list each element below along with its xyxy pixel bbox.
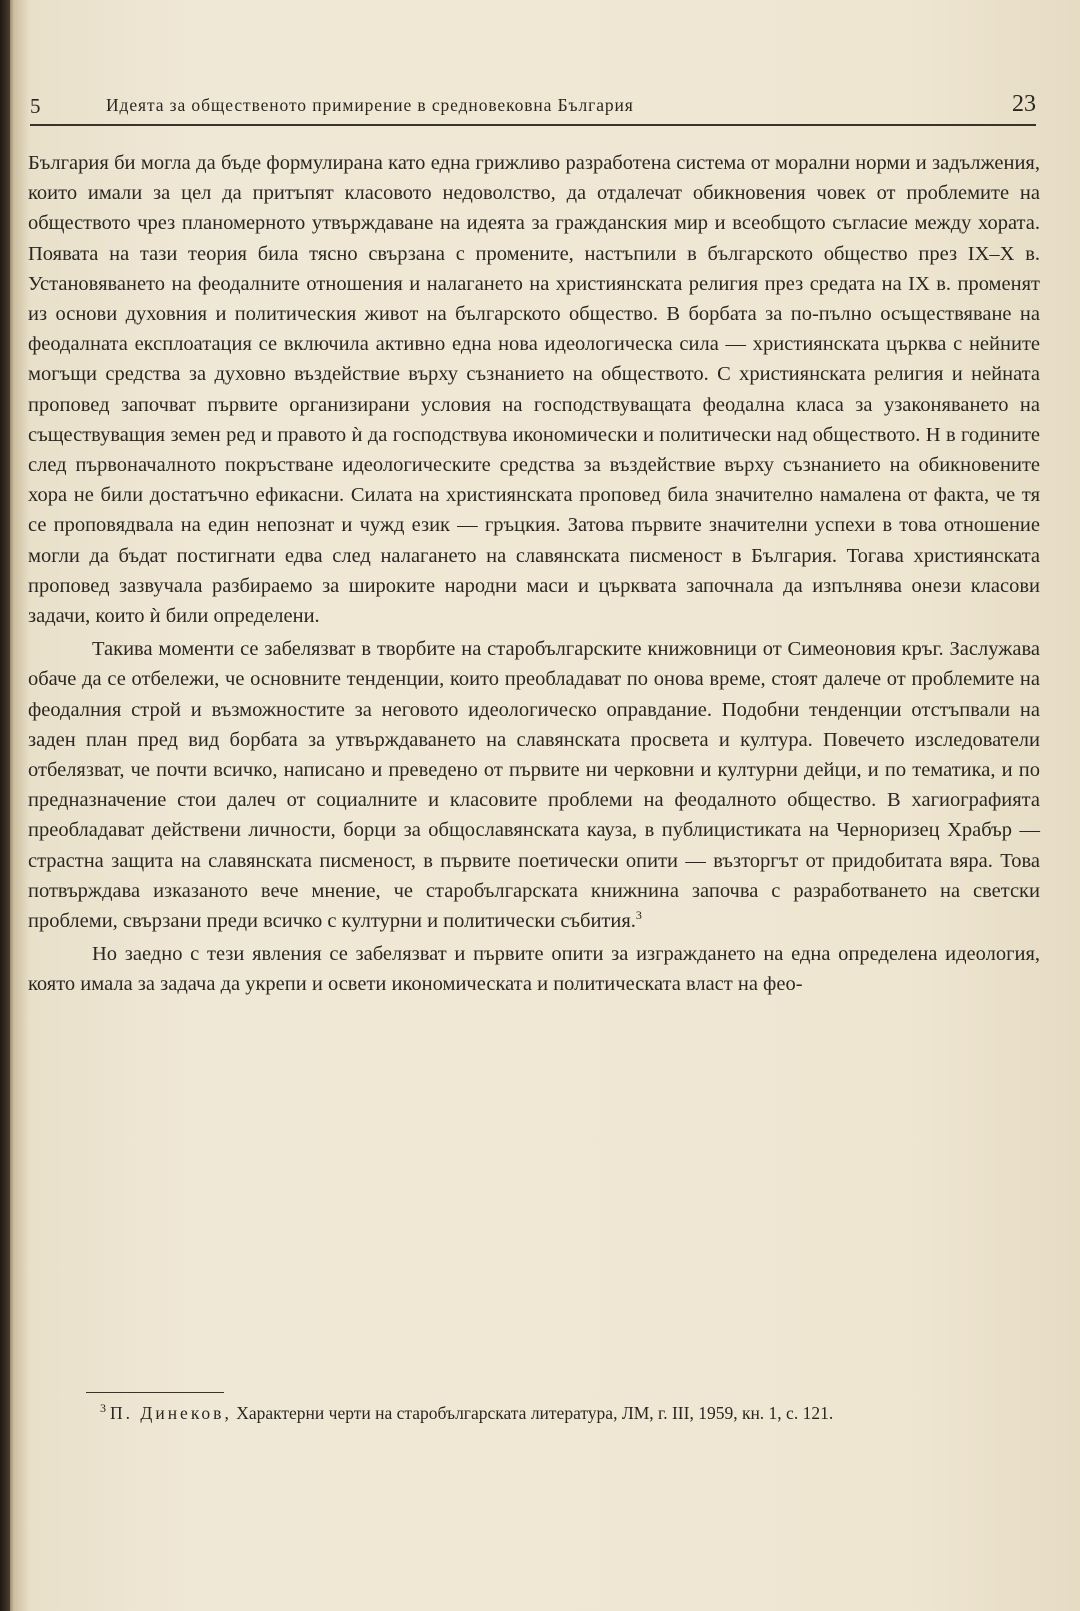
footnote-rule xyxy=(86,1392,224,1393)
paragraph-2-text: Такива моменти се забелязват в творбите на старобългарските книжовници от Симеоновия кръг. Заслужава обаче да се отбележи, че основните тенденции, които преобладават по онова време, стоят далече от проблемите на феодалния строй и възможностите за неговото идеологическо оправдание. Подобни тенденции отстъпвали на заден план пред вид борбата за утвърждаването на славянската просвета и култура. Повечето изследователи отбелязват, че почти всичко, написано и преведено от първите ни черковни и културни дейци, и по тематика, и по предназначение стои далеч от социалните и класовите проблеми на феодалното общество. В хагиографията преобладават действени личности, борци за общославянската кауза, в публицистиката на Черноризец Храбър — страстна защита на славянската писменост, в първите поетически опити — възторгът от придобитата вяра. Това потвърждава изказаното вече мнение, че старобългарската книжнина започва с разработването на светски проблеми, свързани преди всичко с културни и политически събития. xyxy=(28,638,1040,933)
header-rule xyxy=(30,124,1036,126)
footnote-number: 3 xyxy=(100,1401,106,1416)
paragraph-1: България би могла да бъде формулирана като една грижливо разработена система от морални норми и задължения, които имали за цел да притъпят класовото недоволство, да отдалечат обикновения човек от проблемите на обществото чрез планомерното утвърждаване на идеята за гражданския мир и всеобщото съгласие между хората. Появата на тази теория била тясно свързана с промените, настъпили в българското общество през IX–X в. Установяването на феодалните отношения и налагането на християнската религия през средата на IX в. променят из основи духовния и политическия живот на българското общество. В борбата за по-пълно осъществяване на феодалната експлоатация се включила активно една нова идеологическа сила — християнската църква с нейните могъщи средства за духовно въздействие върху съзнанието на обществото. С християнската религия и нейната проповед започват първите организирани условия на господствуващата феодална класа за узаконяването на съществуващия земен ред и правото ѝ да господствува икономически и политически над обществото. Н в годините след първоначалното покръстване идеологическите средства за въздействие върху съзнанието на обикновените хора не били достатъчно ефикасни. Силата на християнската проповед била значително намалена от факта, че тя се проповядвала на един непознат и чужд език — гръцкия. Затова първите значителни успехи в това отношение могли да бъдат постигнати едва след налагането на славянската писменост в България. Тогава християнската проповед зазвучала разбираемо за широките народни маси и църквата започнала да изпълнява онези класови задачи, които ѝ били определени. xyxy=(28,152,1040,628)
footnote-author: П. Динеков, xyxy=(110,1403,232,1423)
paragraph-3: Но заедно с тези явления се забелязват и първите опити за изграждането на една определена идеология, която имала за задача да укрепи и освети икономическата и политическата власт на фео- xyxy=(28,943,1040,996)
footnote-text: Характерни черти на старобългарската литература, ЛМ, г. III, 1959, кн. 1, с. 121. xyxy=(231,1403,834,1423)
book-spine-shadow xyxy=(0,0,10,1611)
chapter-number: 5 xyxy=(30,94,41,118)
body-text xyxy=(28,148,1040,1003)
page-number: 23 xyxy=(1012,91,1036,117)
paragraph-2 xyxy=(28,634,1040,936)
footnote-reference: 3 xyxy=(635,908,642,923)
running-title: Идеята за общественото примирение в средновековна България xyxy=(106,95,634,115)
running-header xyxy=(30,88,1036,122)
footnote xyxy=(36,1401,1040,1426)
